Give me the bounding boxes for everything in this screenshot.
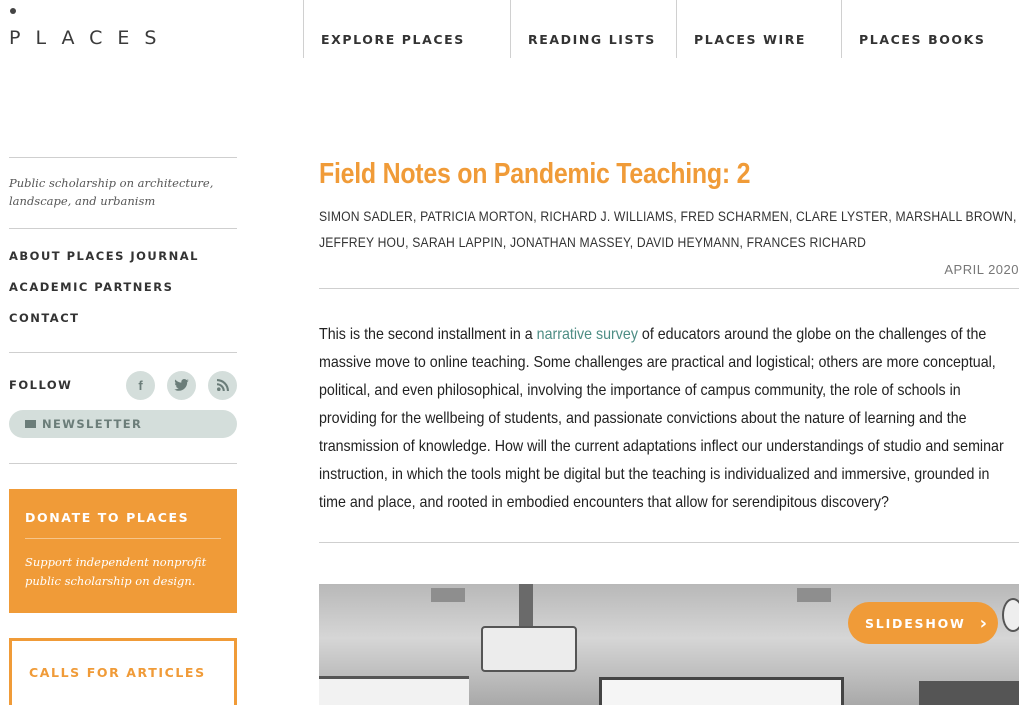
tagline-line: landscape, and urbanism [9, 194, 156, 208]
wall-poster [919, 681, 1019, 705]
slideshow-label: SLIDESHOW [865, 615, 966, 631]
donate-text [25, 553, 221, 591]
sidebar-link-about[interactable]: ABOUT PLACES JOURNAL [9, 249, 199, 263]
calls-for-articles-box[interactable] [9, 638, 237, 705]
projector-mount [519, 584, 533, 626]
nav-reading-lists[interactable]: READING LISTS [510, 0, 676, 58]
article-date: APRIL 2020 [319, 262, 1019, 289]
donate-text-line: Support independent nonprofit [25, 555, 207, 569]
intro-text: of educators around the globe on the challenges of the massive move to online teaching. Some challenges are practical and logistical; others are more conceptual, political, and even philosophical, involving the importance of campus community, the role of schools in providing for the wellbeing of students, and passionate convictions about the nature of learning and the transmission of knowledge. How will the current adaptations inflect our understandings of studio and seminar instruction, in which the tools might be digital but the teaching is individualized and immersive, grounded in time and place, and rooted in embodied encounters that allow for serendipitous discovery? [319, 326, 1004, 511]
divider [319, 542, 1019, 543]
authors-line: JEFFREY HOU, SARAH LAPPIN, JONATHAN MASSEY, DAVID HEYMANN, FRANCES RICHARD [319, 235, 867, 250]
main-nav [303, 0, 1011, 58]
donate-text-line: public scholarship on design. [25, 574, 196, 588]
intro-text: This is the second installment in a [319, 326, 537, 343]
chevron-right-icon: › [979, 612, 989, 634]
nav-places-books[interactable]: PLACES BOOKS [841, 0, 1011, 58]
calls-title: CALLS FOR ARTICLES [29, 665, 206, 680]
whiteboard [319, 676, 469, 705]
article [319, 158, 1019, 543]
article-authors [319, 204, 1019, 256]
nav-explore-places[interactable]: EXPLORE PLACES [303, 0, 510, 58]
article-intro [319, 321, 1019, 517]
follow-section [9, 367, 237, 463]
envelope-icon [25, 420, 36, 428]
site-tagline [9, 158, 237, 228]
wall-clock [1002, 598, 1019, 632]
projector [481, 626, 577, 672]
follow-row [9, 367, 237, 403]
narrative-survey-link[interactable]: narrative survey [536, 326, 638, 343]
donate-title: DONATE TO PLACES [25, 510, 221, 539]
donate-box[interactable] [9, 489, 237, 613]
follow-label: FOLLOW [9, 378, 73, 392]
twitter-icon[interactable] [167, 371, 196, 400]
sidebar-link-academic-partners[interactable]: ACADEMIC PARTNERS [9, 280, 174, 294]
newsletter-label: NEWSLETTER [42, 417, 143, 431]
nav-places-wire[interactable]: PLACES WIRE [676, 0, 841, 58]
article-title: Field Notes on Pandemic Teaching: 2 [319, 158, 751, 190]
slideshow-button[interactable] [848, 602, 998, 644]
sidebar [9, 157, 237, 705]
sidebar-link-contact[interactable]: CONTACT [9, 311, 80, 325]
logo-dot [10, 8, 16, 14]
divider [9, 352, 237, 353]
authors-line: SIMON SADLER, PATRICIA MORTON, RICHARD J. WILLIAMS, FRED SCHARMEN, CLARE LYSTER, MARSHALL BROWN, [319, 209, 1017, 224]
article-photo[interactable] [319, 584, 1019, 705]
ceiling-vent [431, 588, 465, 602]
facebook-icon[interactable]: f [126, 371, 155, 400]
ceiling-vent [797, 588, 831, 602]
sidebar-links [9, 229, 237, 352]
newsletter-button[interactable] [9, 410, 237, 438]
site-logo[interactable]: PLACES [9, 27, 172, 49]
divider [9, 463, 237, 464]
projection-screen [599, 677, 844, 705]
rss-icon[interactable] [208, 371, 237, 400]
tagline-line: Public scholarship on architecture, [9, 176, 214, 190]
